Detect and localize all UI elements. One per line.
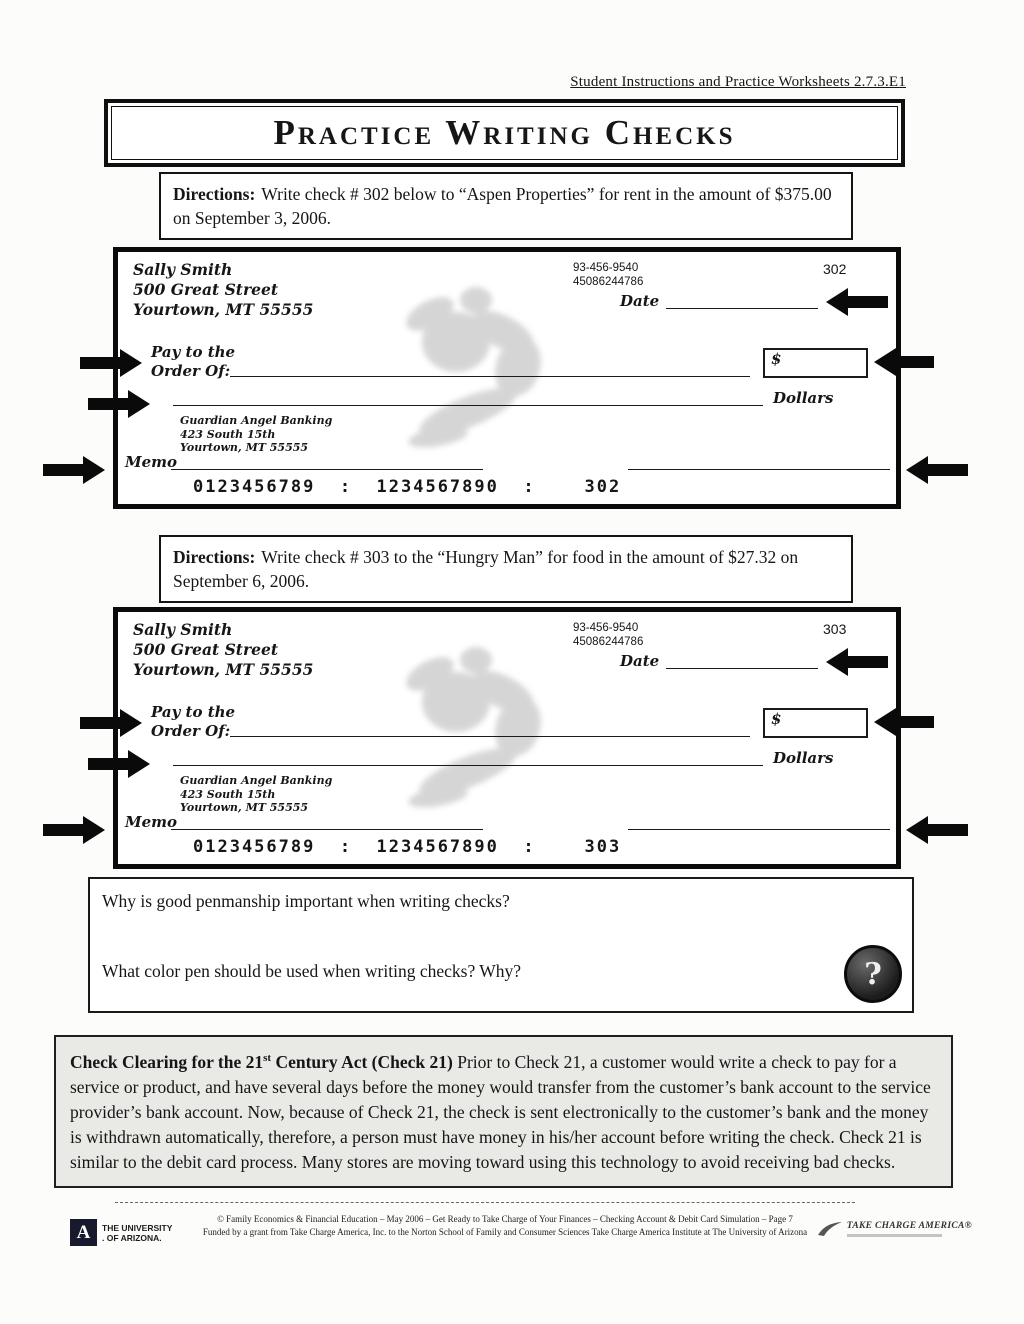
amount-arrow-icon [896,356,934,368]
questions-box [88,877,914,1013]
pay-to-label-line2: Order Of: [151,362,231,380]
pay-to-line[interactable] [230,376,750,377]
memo-arrow-icon [43,824,83,836]
question-1: Why is good penmanship important when writing checks? [102,891,510,911]
footer-funding: Funded by a grant from Take Charge America, Inc. to the Norton School of Family and Consumer Sciences Take Charge America Institute at The University of Arizona [202,1226,808,1237]
date-line[interactable] [666,668,818,669]
dollars-line-arrow-icon [88,398,128,410]
check21-body: Prior to Check 21, a customer would write a check to pay for a service or product, and have several days before the money would transfer from the customer’s bank account to the service provider’s bank account. Now, because of Check 21, the check is sent electronically to the customer’s bank and the money is withdrawn automatically, therefore, a person must have money in his/her account before writing the check. Check 21 is similar to the debit card process. Many stores are moving toward using this technology to avoid receiving bad checks. [70,1051,931,1172]
bank-fraction-top: 93-456-9540 [573,262,639,274]
directions-2-text: Write check # 303 to the “Hungry Man” for food in the amount of $27.32 on September 6, 2006. [173,547,799,591]
bank-fraction-bottom: 45086244786 [573,636,644,648]
check21-title-main: Check Clearing for the 21 [70,1051,264,1072]
check-302 [113,247,901,509]
memo-line[interactable] [171,469,483,470]
bank-fraction-top: 93-456-9540 [573,622,639,634]
page-title: Practice Writing Checks [273,113,736,152]
signature-line[interactable] [628,469,890,470]
payer-name: Sally Smith [133,620,233,639]
question-2: What color pen should be used when writing checks? Why? [102,961,522,981]
signature-arrow-icon [928,464,968,476]
date-line[interactable] [666,308,818,309]
micr-line: 0123456789 : 1234567890 : 303 [193,837,622,857]
footer-credits [150,1213,860,1238]
tca-name: TAKE CHARGE AMERICA® [846,1221,972,1231]
bank-block [180,414,332,455]
check21-box [54,1035,953,1188]
signature-arrow-icon [928,824,968,836]
dollars-label: Dollars [773,749,834,767]
amount-box[interactable] [763,348,868,378]
bank-name: Guardian Angel Banking [180,774,333,787]
question-mark-icon [844,945,902,1003]
dollar-sign: $ [771,350,782,368]
university-arizona-block-icon [70,1219,97,1246]
question-mark-glyph: ? [864,956,882,992]
directions-box-2 [159,535,853,603]
amount-words-line[interactable] [173,765,763,766]
pay-to-line[interactable] [230,736,750,737]
worksheet-header: Student Instructions and Practice Worksheets 2.7.3.E1 [570,74,906,90]
check21-title [70,1052,453,1072]
date-arrow-icon [848,656,888,668]
pay-to-arrow-icon [80,357,120,369]
pay-to-label [151,343,235,381]
directions-1-text: Write check # 302 below to “Aspen Properties” for rent in the amount of $375.00 on September 3, 2006. [173,184,832,228]
payer-street: 500 Great Street [133,280,279,299]
directions-2-label: Directions: [173,547,256,567]
bank-city: Yourtown, MT 55555 [180,441,309,454]
pay-to-label-line2: Order Of: [151,722,231,740]
payer-city: Yourtown, MT 55555 [133,660,314,679]
eagle-watermark [368,272,573,467]
bank-fraction-block [573,261,643,289]
micr-line: 0123456789 : 1234567890 : 302 [193,477,622,497]
tca-swoosh-icon [817,1221,843,1237]
dollars-label: Dollars [773,389,834,407]
payer-block [133,260,313,320]
directions-1-label: Directions: [173,184,256,204]
memo-label: Memo [125,813,178,831]
check-number: 303 [823,621,847,637]
eagle-watermark [368,632,573,827]
take-charge-america-logo [817,1221,972,1237]
signature-line[interactable] [628,829,890,830]
ua-letter: A [76,1221,91,1243]
ua-text-line1: THE UNIVERSITY [102,1222,173,1233]
pay-to-label [151,703,235,741]
bank-street: 423 South 15th [180,427,276,441]
payer-block [133,620,313,680]
pay-to-label-line1: Pay to the [151,343,236,361]
memo-line[interactable] [171,829,483,830]
footer-copyright: © Family Economics & Financial Education – May 2006 – Get Ready to Take Charge of Your Finances – Checking Account & Debit Card Simulation – Page 7 [217,1214,793,1224]
title-box [104,99,905,167]
date-arrow-icon [848,296,888,308]
amount-words-line[interactable] [173,405,763,406]
date-label: Date [620,652,660,670]
pay-to-arrow-icon [80,717,120,729]
pay-to-label-line1: Pay to the [151,703,236,721]
bank-name: Guardian Angel Banking [180,414,333,427]
dollar-sign: $ [771,710,782,728]
bank-fraction-bottom: 45086244786 [573,276,644,288]
bank-city: Yourtown, MT 55555 [180,801,309,814]
dollars-line-arrow-icon [88,758,128,770]
title-inner-border [111,106,898,160]
bank-fraction-block [573,621,643,649]
memo-label: Memo [125,453,178,471]
payer-name: Sally Smith [133,260,233,279]
check-number: 302 [823,261,847,277]
check21-title-rest: Century Act (Check 21) [271,1051,453,1072]
bank-street: 423 South 15th [180,787,276,801]
amount-arrow-icon [896,716,934,728]
date-label: Date [620,292,660,310]
footer-divider [115,1202,855,1203]
bank-block [180,774,332,815]
check-303 [113,607,901,869]
payer-city: Yourtown, MT 55555 [133,300,314,319]
ua-text-line2: . OF ARIZONA. [102,1232,162,1243]
memo-arrow-icon [43,464,83,476]
check21-title-sup: st [263,1052,272,1064]
tca-tagline-placeholder [847,1234,942,1237]
payer-street: 500 Great Street [133,640,279,659]
directions-box-1 [159,172,853,240]
amount-box[interactable] [763,708,868,738]
